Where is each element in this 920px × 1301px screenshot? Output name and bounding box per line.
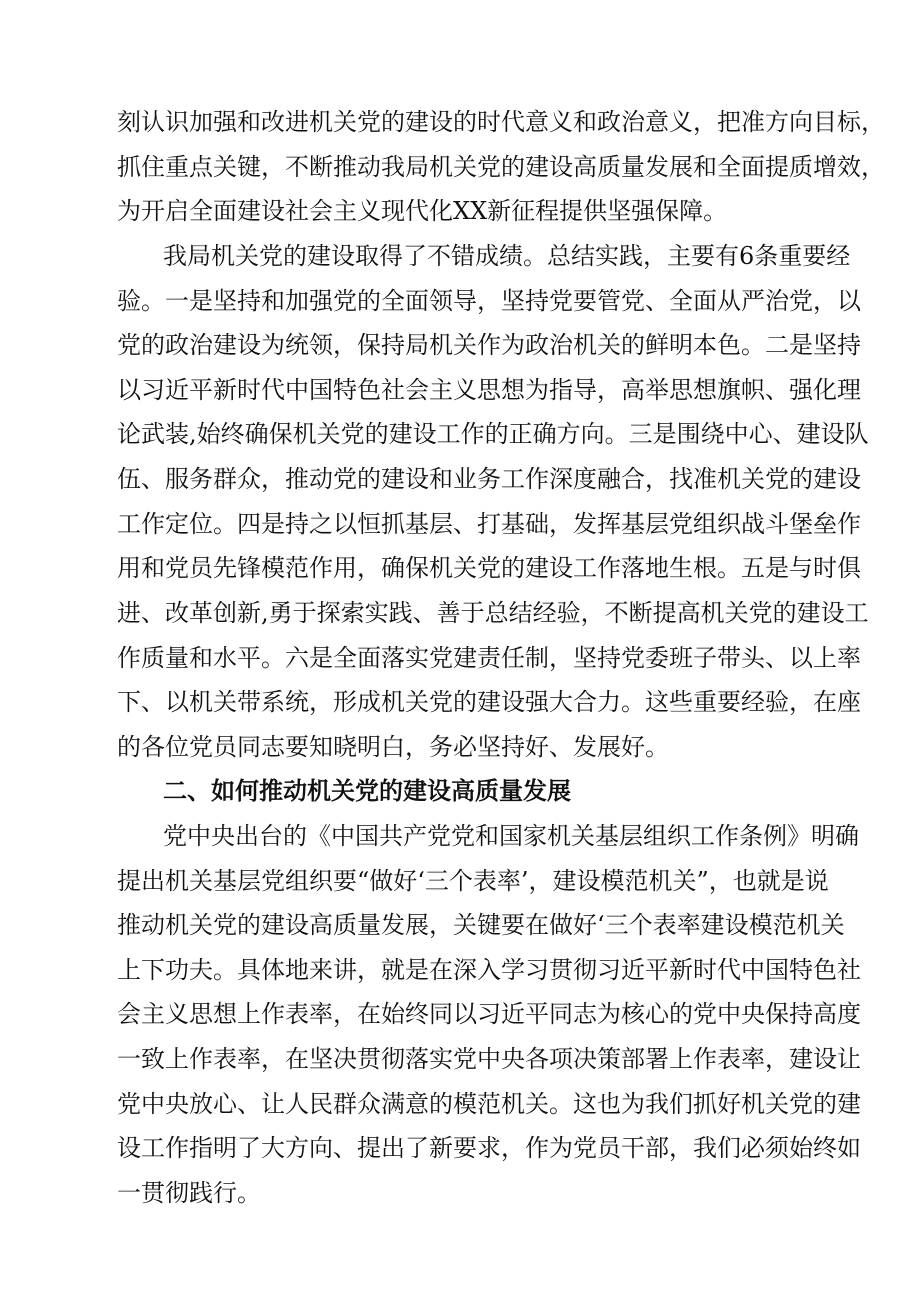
paragraph-line: 我局机关党的建设取得了不错成绩。总结实践，主要有6条重要经 [163,242,851,270]
paragraph-line: 党的政治建设为统领，保持局机关作为政治机关的鲜明本色。二是坚持 [117,331,861,359]
section-heading: 二、如何推动机关党的建设高质量发展 [163,777,571,805]
paragraph-line: 的各位党员同志要知晓明白，务必坚持好、发展好。 [117,733,669,761]
paragraph-line: 刻认识加强和改进机关党的建设的时代意义和政治意义，把准方向目标， [117,108,885,136]
paragraph-line: 抓住重点关键，不断推动我局机关党的建设高质量发展和全面提质增效， [117,153,885,181]
paragraph-line: 一贯彻践行。 [117,1179,261,1207]
paragraph-line: 验。一是坚持和加强党的全面领导，坚持党要管党、全面从严治党，以 [117,287,861,315]
paragraph-line: 会主义思想上作表率，在始终同以习近平同志为核心的党中央保持高度 [117,1000,861,1028]
paragraph-line: 为开启全面建设社会主义现代化XX新征程提供坚强保障。 [117,197,728,225]
paragraph-line: 设工作指明了大方向、提出了新要求，作为党员干部，我们必须始终如 [117,1134,861,1162]
paragraph-line: 上下功夫。具体地来讲，就是在深入学习贯彻习近平新时代中国特色社 [117,956,861,984]
paragraph-line: 党中央放心、让人民群众满意的模范机关。这也为我们抓好机关党的建 [117,1090,861,1118]
paragraph-line: 推动机关党的建设高质量发展，关键要在做好‘三个表率建设模范机关 [117,911,845,939]
paragraph-line: 党中央出台的《中国共产党党和国家机关基层组织工作条例》明确 [163,822,859,850]
paragraph-line: 一致上作表率，在坚决贯彻落实党中央各项决策部署上作表率，建设让 [117,1045,861,1073]
paragraph-line: 以习近平新时代中国特色社会主义思想为指导，高举思想旗帜、强化理 [117,376,861,404]
paragraph-line: 作质量和水平。六是全面落实党建责任制，坚持党委班子带头、以上率 [117,644,861,672]
paragraph-line: 进、改革创新,勇于探索实践、善于总结经验，不断提高机关党的建设工 [117,599,869,627]
paragraph-line: 下、以机关带系统，形成机关党的建设强大合力。这些重要经验，在座 [117,688,861,716]
paragraph-line: 用和党员先锋模范作用，确保机关党的建设工作落地生根。五是与时俱 [117,554,861,582]
paragraph-line: 论武装,始终确保机关党的建设工作的正确方向。三是围绕中心、建设队 [117,420,869,448]
paragraph-line: 伍、服务群众，推动党的建设和业务工作深度融合，找准机关党的建设 [117,465,861,493]
paragraph-line: 工作定位。四是持之以恒抓基层、打基础，发挥基层党组织战斗堡垒作 [117,510,861,538]
paragraph-line: 提出机关基层党组织要“做好‘三个表率’，建设模范机关”，也就是说 [117,867,829,895]
